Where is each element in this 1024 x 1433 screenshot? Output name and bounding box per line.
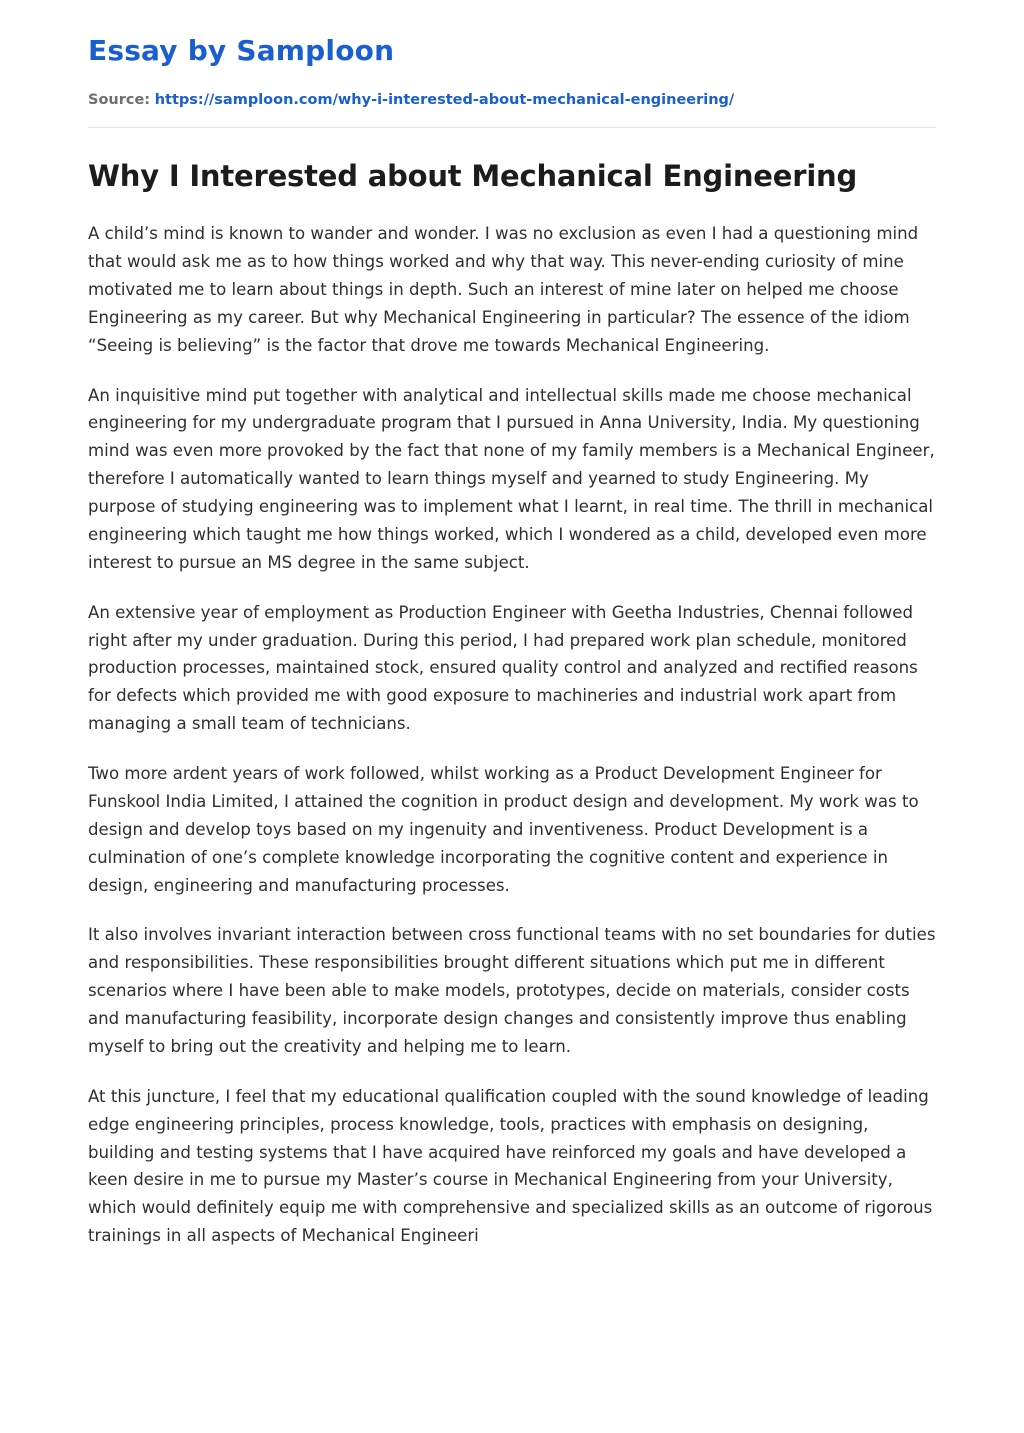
- essay-paragraph: A child’s mind is known to wander and wonder. I was no exclusion as even I had a questioning mind that would ask me as to how things worked and why that way. This never-ending curiosity of mine motivated me to learn about things in depth. Such an interest of mine later on helped me choose Engineering as my career. But why Mechanical Engineering in particular? The essence of the idiom “Seeing is believing” is the factor that drove me towards Mechanical Engineering.: [88, 224, 919, 355]
- essay-paragraph: Two more ardent years of work followed, whilst working as a Product Development Engineer for Funskool India Limited, I attained the cognition in product design and development. My work was to design and develop toys based on my ingenuity and inventiveness. Product Development is a culmination of one’s complete knowledge incorporating the cognitive content and experience in design, engineering and manufacturing processes.: [88, 764, 919, 895]
- essay-paragraph: At this juncture, I feel that my educational qualification coupled with the sound knowledge of leading edge engineering principles, process knowledge, tools, practices with emphasis on designing, building and testing systems that I have acquired have reinforced my goals and have developed a keen desire in me to pursue my Master’s course in Mechanical Engineering from your University, which would definitely equip me with comprehensive and specialized skills as an outcome of rigorous trainings in all aspects of Mechanical Engineeri: [88, 1086, 933, 1246]
- source-line: [88, 90, 936, 128]
- essay-body: [88, 220, 936, 1250]
- essay-paragraph: An inquisitive mind put together with analytical and intellectual skills made me choose mechanical engineering for my undergraduate program that I pursued in Anna University, India. My questioning mind was even more provoked by the fact that none of my family members is a Mechanical Engineer, therefore I automatically wanted to learn things myself and yearned to study Engineering. My purpose of studying engineering was to implement what I learnt, in real time. The thrill in mechanical engineering which taught me how things worked, which I wondered as a child, developed even more interest to pursue an MS degree in the same subject.: [88, 385, 935, 572]
- essay-paragraph: An extensive year of employment as Production Engineer with Geetha Industries, Chennai followed right after my under graduation. During this period, I had prepared work plan schedule, monitored production processes, maintained stock, ensured quality control and analyzed and rectified reasons for defects which provided me with good exposure to machineries and industrial work apart from managing a small team of technicians.: [88, 602, 918, 734]
- source-label: Source:: [88, 91, 151, 108]
- essay-paragraph: It also involves invariant interaction between cross functional teams with no set boundaries for duties and responsibilities. These responsibilities brought different situations which put me in different scenarios where I have been able to make models, prototypes, decide on materials, consider costs and manufacturing feasibility, incorporate design changes and consistently improve thus enabling myself to bring out the creativity and helping me to learn.: [88, 925, 936, 1056]
- site-brand-title: Essay by Samploon: [88, 34, 395, 67]
- page-title: Why I Interested about Mechanical Engineering: [88, 158, 858, 193]
- source-url-link[interactable]: https://samploon.com/why-i-interested-about-mechanical-engineering/: [154, 91, 735, 108]
